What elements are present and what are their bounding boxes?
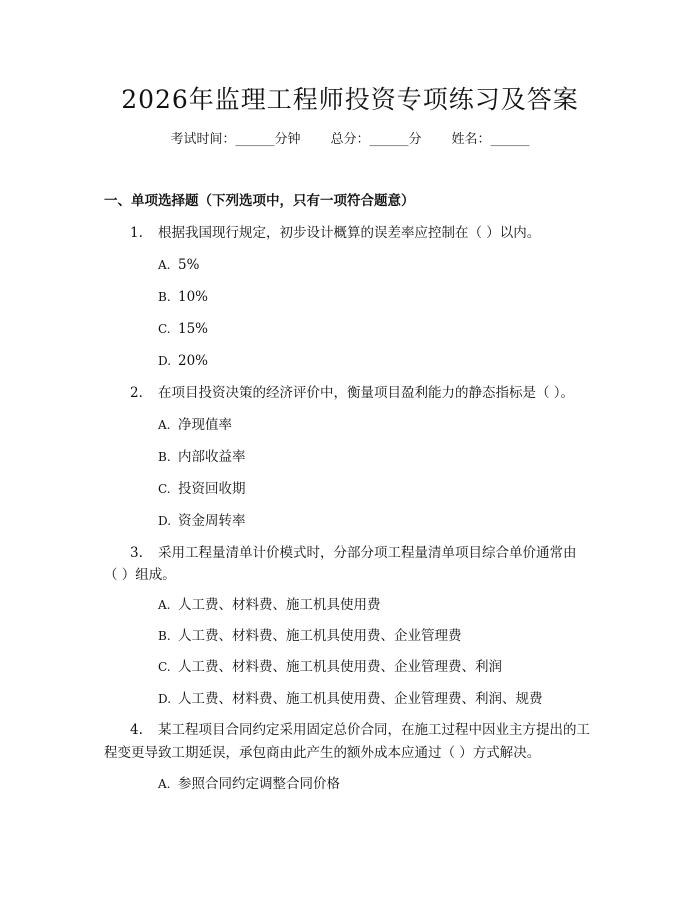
name-blank: ______ xyxy=(490,132,530,147)
option-1c xyxy=(158,318,208,340)
question-text: 某工程项目合同约定采用固定总价合同，在施工过程中因业主方提出的工 xyxy=(158,722,590,738)
exam-info xyxy=(0,129,700,151)
name-label: 姓名： xyxy=(451,132,491,147)
question-text: 在项目投资决策的经济评价中，衡量项目盈利能力的静态指标是（ ）。 xyxy=(158,385,575,401)
page-title: 2026年监理工程师投资专项练习及答案 xyxy=(121,85,579,114)
option-label: A. xyxy=(158,418,171,432)
option-text: 15% xyxy=(178,321,209,337)
option-label: C. xyxy=(158,322,171,336)
score-blank: ______ xyxy=(369,132,409,147)
question-number: 1. xyxy=(130,225,143,241)
option-label: A. xyxy=(158,777,171,791)
option-text: 20% xyxy=(178,353,209,369)
question-3-continued: （ ）组成。 xyxy=(104,567,176,583)
question-3 xyxy=(130,542,577,564)
option-3a xyxy=(158,594,381,616)
option-text: 内部收益率 xyxy=(178,449,246,465)
question-number: 3. xyxy=(130,545,143,561)
option-2a xyxy=(158,414,232,436)
score-unit: 分 xyxy=(408,132,422,147)
option-label: B. xyxy=(158,629,171,643)
option-label: C. xyxy=(158,482,171,496)
option-4a xyxy=(158,773,340,795)
option-text: 10% xyxy=(178,289,209,305)
question-4-continued: 程变更导致工期延误，承包商由此产生的额外成本应通过（ ）方式解决。 xyxy=(104,745,541,761)
option-label: A. xyxy=(158,598,171,612)
option-text: 参照合同约定调整合同价格 xyxy=(178,776,340,792)
option-3d xyxy=(158,688,543,710)
option-text: 人工费、材料费、施工机具使用费、企业管理费、利润、规费 xyxy=(178,691,543,707)
question-2 xyxy=(130,382,574,404)
option-label: C. xyxy=(158,660,171,674)
option-2c xyxy=(158,478,246,500)
score-label: 总分： xyxy=(330,132,370,147)
time-label: 考试时间： xyxy=(170,132,236,147)
question-text: 根据我国现行规定，初步设计概算的误差率应控制在（ ）以内。 xyxy=(158,225,541,241)
option-text: 人工费、材料费、施工机具使用费、企业管理费、利润 xyxy=(178,659,502,675)
option-label: D. xyxy=(158,514,172,528)
question-number: 4. xyxy=(130,722,143,738)
option-3c xyxy=(158,656,502,678)
option-label: D. xyxy=(158,354,172,368)
option-label: B. xyxy=(158,450,171,464)
option-1b xyxy=(158,286,208,308)
option-text: 资金周转率 xyxy=(178,513,246,529)
option-3b xyxy=(158,625,462,647)
option-label: B. xyxy=(158,290,171,304)
option-1d xyxy=(158,350,208,372)
option-text: 人工费、材料费、施工机具使用费 xyxy=(178,597,381,613)
time-blank: ______ xyxy=(235,132,275,147)
option-2d xyxy=(158,510,246,532)
question-1 xyxy=(130,222,540,244)
question-number: 2. xyxy=(130,385,143,401)
option-label: D. xyxy=(158,692,172,706)
question-4 xyxy=(130,719,590,741)
option-label: A. xyxy=(158,258,171,272)
question-text: 采用工程量清单计价模式时，分部分项工程量清单项目综合单价通常由 xyxy=(158,545,577,561)
option-text: 净现值率 xyxy=(178,417,232,433)
option-text: 投资回收期 xyxy=(178,481,246,497)
section-title: 一、单项选择题（下列选项中，只有一项符合题意） xyxy=(104,193,415,209)
option-2b xyxy=(158,446,246,468)
time-unit: 分钟 xyxy=(274,132,301,147)
option-text: 5% xyxy=(178,257,200,273)
option-text: 人工费、材料费、施工机具使用费、企业管理费 xyxy=(178,628,462,644)
option-1a xyxy=(158,254,199,276)
